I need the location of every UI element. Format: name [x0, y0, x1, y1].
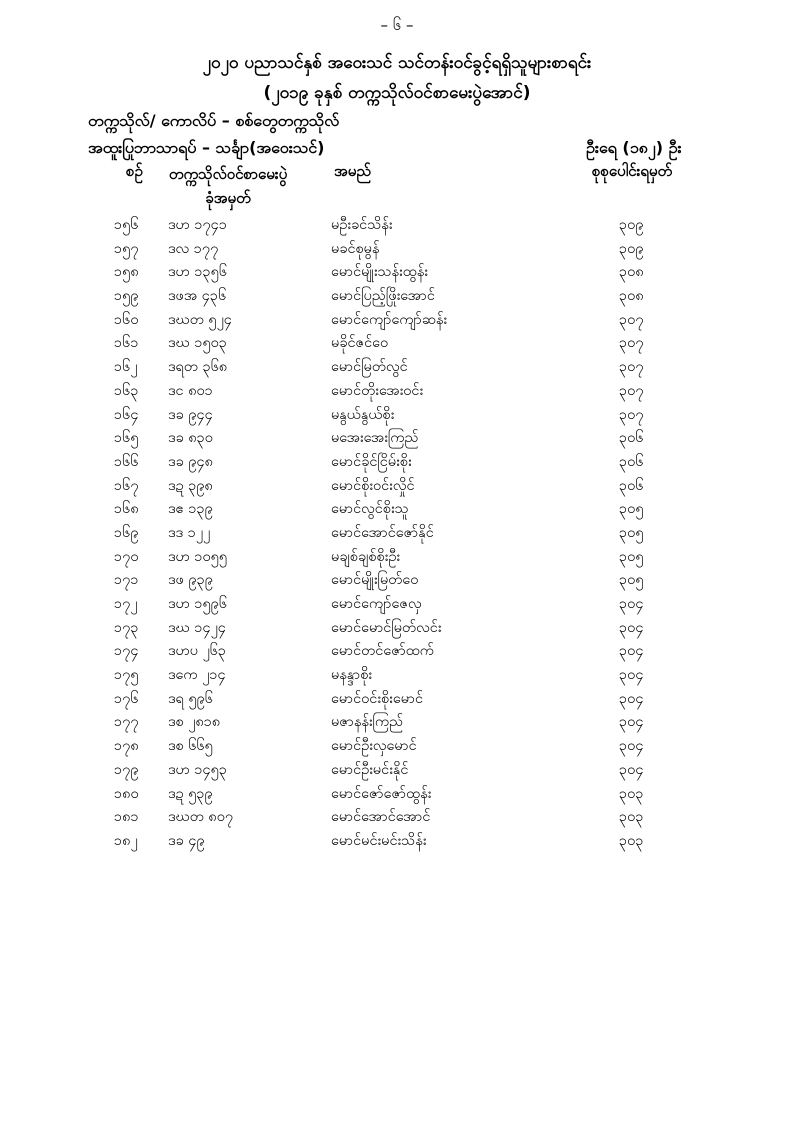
- table-row: [0, 785, 794, 809]
- student-name-cell: မောင်ဦးမင်းနိုင်: [331, 761, 409, 778]
- table-row: [0, 382, 794, 406]
- student-list: [0, 216, 794, 856]
- roll-number-cell: ဒဒ ၁၂၂: [168, 524, 211, 541]
- student-name-cell: မောင်တင်ဇော်ထက်: [331, 643, 434, 660]
- roll-number-cell: ဒဟပ ၂၆၃: [168, 643, 227, 660]
- header-roll-line1: တက္ကသိုလ်ဝင်စာမေးပွဲ: [168, 165, 288, 183]
- total-marks-cell: ၃၀၄: [619, 667, 644, 684]
- student-name-cell: မောင်တိုးအေးဝင်း: [331, 382, 424, 399]
- table-row: [0, 666, 794, 690]
- roll-number-cell: ဒဟ ၁၅၉၆: [168, 596, 227, 612]
- serial-no-cell: ၁၆၀: [114, 311, 139, 328]
- student-name-cell: မောင်ကျော်ဇေလှ: [331, 596, 422, 612]
- roll-number-cell: ဒဟ ၁၃၅၆: [168, 264, 227, 281]
- student-name-cell: မောင်ကျော်ကျော်ဆန်း: [331, 311, 447, 328]
- roll-number-cell: ဒခ ၄၉: [168, 832, 205, 849]
- document-title: ၂၀၂၀ ပညာသင်နှစ် အဝေးသင် သင်တန်းဝင်ခွင့်ရရှိသူများစာရင်း: [202, 53, 592, 73]
- table-row: [0, 287, 794, 311]
- table-row: [0, 453, 794, 477]
- student-name-cell: မချစ်ချစ်စိုးဦး: [331, 548, 401, 565]
- serial-no-cell: ၁၅၆: [114, 217, 139, 233]
- table-row: [0, 832, 794, 856]
- header-name: အမည်: [334, 162, 371, 180]
- roll-number-cell: ဒင ၈၀၁: [168, 382, 213, 399]
- table-row: [0, 500, 794, 524]
- table-row: [0, 240, 794, 264]
- total-marks-cell: ၃၀၄: [619, 761, 644, 778]
- total-marks-cell: ၃၀၈: [619, 264, 644, 281]
- total-marks-cell: ၃၀၇: [619, 406, 644, 423]
- total-marks-cell: ၃၀၄: [619, 619, 644, 636]
- table-row: [0, 216, 794, 240]
- student-name-cell: မောင်မျိုးသန်းထွန်း: [331, 264, 428, 281]
- student-name-cell: မောင်ဝင်းစိုးမောင်: [331, 690, 424, 707]
- student-name-cell: မအေးအေးကြည်: [331, 430, 419, 447]
- page-number: – ၆ –: [380, 16, 414, 34]
- roll-number-cell: ဒဟ ၁၄၅၃: [168, 761, 227, 778]
- table-row: [0, 548, 794, 572]
- table-row: [0, 263, 794, 287]
- table-row: [0, 808, 794, 832]
- student-name-cell: မောင်ပြည့်ဖြိုးအောင်: [331, 288, 435, 305]
- student-name-cell: မောင်မျိုးမြတ်ဝေ: [331, 572, 419, 589]
- header-roll-line2: ခုံအမှတ်: [205, 189, 251, 207]
- student-name-cell: မောင်မောင်မြတ်လင်း: [331, 619, 442, 636]
- student-name-cell: မဦးခင်သိန်း: [331, 217, 393, 233]
- roll-number-cell: ဒဍ ၅၃၉: [168, 785, 213, 802]
- roll-number-cell: ဒခ ၉၄၈: [168, 453, 213, 470]
- roll-number-cell: ဒဃ ၁၅၀၃: [168, 335, 227, 352]
- student-name-cell: မောင်စိုးဝင်းလှိုင်: [331, 477, 415, 494]
- serial-no-cell: ၁၇၃: [114, 619, 139, 636]
- roll-number-cell: ဒခ ၉၄၄: [168, 406, 213, 423]
- specialization-line: အထူးပြုဘာသာရပ် – သင်္ချာ(အဝေးသင်): [88, 138, 325, 157]
- serial-no-cell: ၁၇၁: [114, 572, 139, 589]
- roll-number-cell: ဒဖ ၉၃၉: [168, 572, 213, 589]
- serial-no-cell: ၁၇၈: [114, 738, 139, 755]
- serial-no-cell: ၁၈၀: [114, 785, 139, 802]
- total-marks-cell: ၃၀၄: [619, 738, 644, 755]
- student-name-cell: မဇာနန်းကြည်: [331, 714, 404, 731]
- serial-no-cell: ၁၇၄: [114, 643, 139, 660]
- table-row: [0, 737, 794, 761]
- table-row: [0, 406, 794, 430]
- university-line: တက္ကသိုလ်/ ကောလိပ် – စစ်တွေတက္ကသိုလ်: [88, 111, 340, 130]
- serial-no-cell: ၁၆၉: [114, 524, 139, 541]
- total-marks-cell: ၃၀၅: [619, 524, 644, 541]
- roll-number-cell: ဒဟ ၁၀၅၅: [168, 548, 227, 565]
- roll-number-cell: ဒဟ ၁၇၄၁: [168, 217, 227, 233]
- header-roll-number: [148, 162, 308, 210]
- student-name-cell: မနန္ဒာစိုး: [331, 667, 373, 684]
- student-name-cell: မောင်မြတ်လွင်: [331, 359, 408, 376]
- roll-number-cell: ဒဍ ၃၉၈: [168, 477, 213, 494]
- table-row: [0, 713, 794, 737]
- total-marks-cell: ၃၀၄: [619, 690, 644, 707]
- serial-no-cell: ၁၇၆: [114, 690, 139, 707]
- total-marks-cell: ၃၀၃: [619, 809, 644, 826]
- total-marks-cell: ၃၀၅: [619, 548, 644, 565]
- student-name-cell: မောင်မင်းမင်းသိန်း: [331, 832, 427, 849]
- serial-no-cell: ၁၆၈: [114, 501, 139, 518]
- roll-number-cell: ဒလ ၁၇၇: [168, 240, 219, 257]
- table-row: [0, 311, 794, 335]
- table-row: [0, 642, 794, 666]
- table-row: [0, 761, 794, 785]
- student-name-cell: မောင်ဦးလှမောင်: [331, 738, 417, 755]
- total-marks-cell: ၃၀၃: [619, 832, 644, 849]
- total-marks-cell: ၃၀၈: [619, 288, 644, 305]
- header-total-marks: စုစုပေါင်းရမှတ်: [592, 162, 673, 180]
- roll-number-cell: ဒကေ ၂၁၄: [168, 667, 226, 684]
- serial-no-cell: ၁၅၈: [114, 264, 139, 281]
- table-row: [0, 334, 794, 358]
- total-marks-cell: ၃၀၅: [619, 501, 644, 518]
- serial-no-cell: ၁၅၉: [114, 288, 139, 305]
- serial-no-cell: ၁၈၁: [114, 809, 139, 826]
- total-marks-cell: ၃၀၄: [619, 714, 644, 731]
- student-name-cell: မနွယ်နွယ်စိုး: [331, 406, 395, 423]
- serial-no-cell: ၁၇၉: [114, 761, 139, 778]
- table-row: [0, 595, 794, 619]
- table-row: [0, 477, 794, 501]
- serial-no-cell: ၁၆၅: [114, 430, 139, 447]
- total-marks-cell: ၃၀၇: [619, 335, 644, 352]
- serial-no-cell: ၁၇၅: [114, 667, 139, 684]
- roll-number-cell: ဒစ ၆၆၅: [168, 738, 213, 755]
- roll-number-cell: ဒစ ၂၈၁၈: [168, 714, 221, 731]
- roll-number-cell: ဒဧ ၁၃၉: [168, 501, 213, 518]
- table-row: [0, 571, 794, 595]
- total-marks-cell: ၃၀၉: [619, 240, 644, 257]
- serial-no-cell: ၁၅၇: [114, 240, 139, 257]
- student-name-cell: မောင်အောင်အောင်: [331, 809, 431, 826]
- student-name-cell: မခိုင်ဇင်ဝေ: [331, 335, 389, 352]
- total-marks-cell: ၃၀၅: [619, 572, 644, 589]
- table-row: [0, 358, 794, 382]
- total-marks-cell: ၃၀၉: [619, 217, 644, 233]
- serial-no-cell: ၁၈၂: [114, 832, 138, 849]
- serial-no-cell: ၁၆၆: [114, 453, 139, 470]
- header-serial-no: စဉ်: [126, 162, 143, 180]
- total-marks-cell: ၃၀၄: [619, 643, 644, 660]
- roll-number-cell: ဒခ ၈၃၀: [168, 430, 213, 447]
- serial-no-cell: ၁၆၁: [114, 335, 139, 352]
- total-marks-cell: ၃၀၇: [619, 311, 644, 328]
- total-marks-cell: ၃၀၇: [619, 359, 644, 376]
- serial-no-cell: ၁၇၂: [114, 596, 138, 612]
- student-name-cell: မခင်စုမွန်: [331, 240, 380, 257]
- table-row: [0, 690, 794, 714]
- serial-no-cell: ၁၆၃: [114, 382, 139, 399]
- serial-no-cell: ၁၆၄: [114, 406, 139, 423]
- total-marks-cell: ၃၀၄: [619, 596, 644, 612]
- total-marks-cell: ၃၀၃: [619, 785, 644, 802]
- table-row: [0, 619, 794, 643]
- student-name-cell: မောင်လွင်စိုးသူ: [331, 501, 409, 518]
- student-name-cell: မောင်အောင်ဇော်နိုင်: [331, 524, 434, 541]
- roll-number-cell: ဒဃတ ၅၂၄: [168, 311, 232, 328]
- roll-number-cell: ဒရတ ၃၆၈: [168, 359, 228, 376]
- document-subtitle: (၂၀၁၉ ခုနှစ် တက္ကသိုလ်ဝင်စာမေးပွဲအောင်): [263, 83, 531, 103]
- total-marks-cell: ၃၀၆: [619, 430, 644, 447]
- serial-no-cell: ၁၇၇: [114, 714, 139, 731]
- serial-no-cell: ၁၆၇: [114, 477, 139, 494]
- student-count: ဦးရေ (၁၈၂) ဦး: [586, 138, 682, 157]
- roll-number-cell: ဒဖအ ၄၃၆: [168, 288, 227, 305]
- roll-number-cell: ဒဃ ၁၄၂၄: [168, 619, 226, 636]
- roll-number-cell: ဒရ ၅၉၆: [168, 690, 213, 707]
- serial-no-cell: ၁၇၀: [114, 548, 139, 565]
- total-marks-cell: ၃၀၇: [619, 382, 644, 399]
- student-name-cell: မောင်ဇော်ဇော်ထွန်း: [331, 785, 432, 802]
- roll-number-cell: ဒဃတ ၈၀၇: [168, 809, 234, 826]
- table-row: [0, 429, 794, 453]
- table-row: [0, 524, 794, 548]
- student-name-cell: မောင်ခိုင်ငြိမ်းစိုး: [331, 453, 412, 470]
- serial-no-cell: ၁၆၂: [114, 359, 138, 376]
- total-marks-cell: ၃၀၆: [619, 477, 644, 494]
- total-marks-cell: ၃၀၆: [619, 453, 644, 470]
